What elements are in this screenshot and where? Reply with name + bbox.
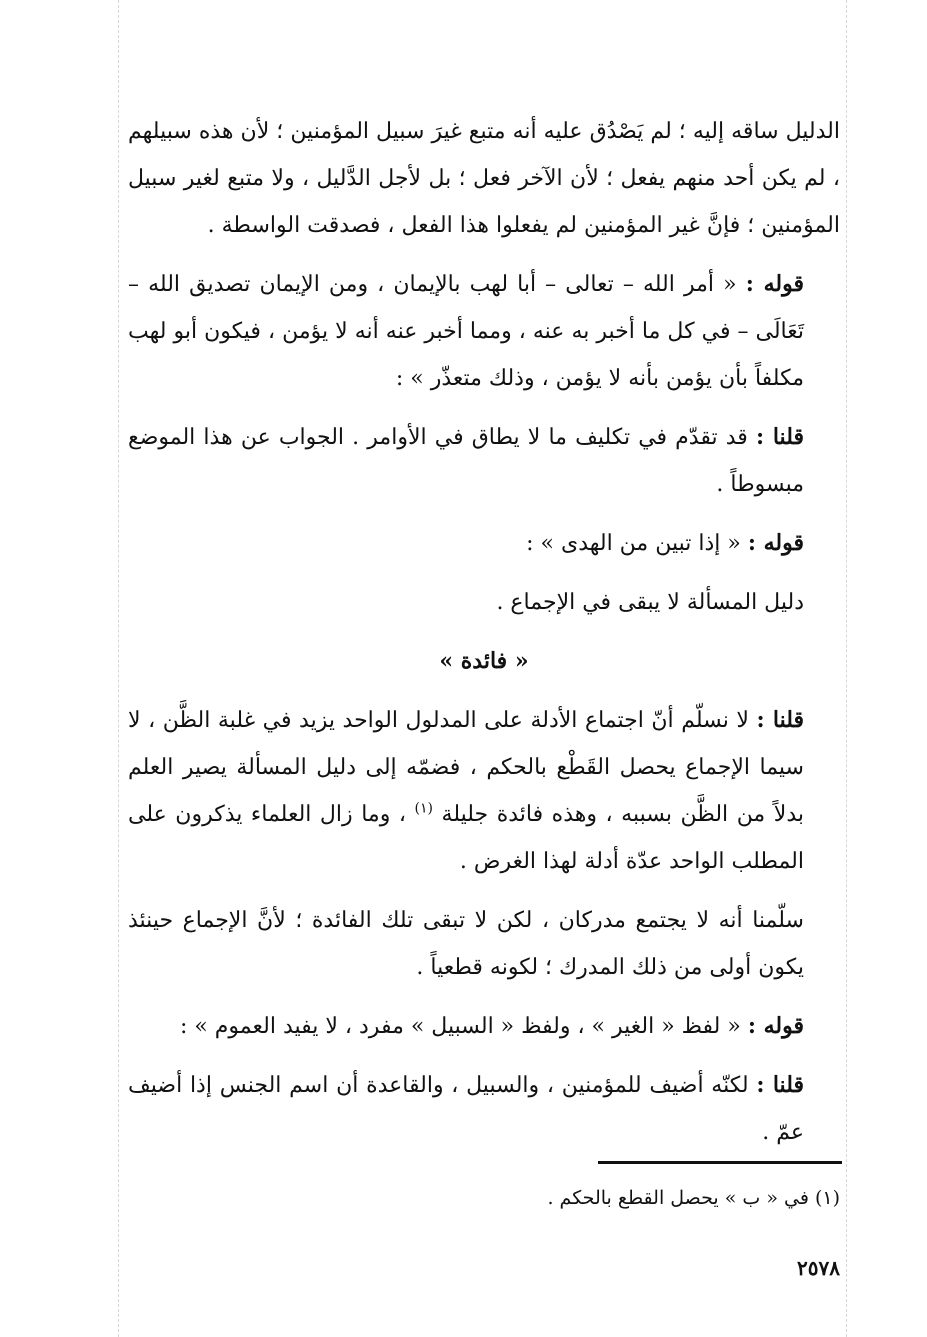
paragraph-4 [128,520,840,567]
scan-guide-line [846,0,847,1337]
paragraph-7 [128,897,840,991]
footnote-reference: (١) [414,800,433,817]
paragraph-1 [128,108,840,249]
paragraph-lead: قلنا : [755,424,804,450]
paragraph-3 [128,414,840,508]
paragraph-text: « إذا تبين من الهدى » : [526,531,748,556]
paragraph-9 [128,1062,840,1156]
paragraph-text: لا نسلّم أنّ اجتماع الأدلة على المدلول الواحد يزيد في غلبة الظَّن ، لا سيما الإجماع يحصل القَطْع بالحكم ، فضمّه إلى دليل المسألة يصير العلم بدلاً من الظَّن بسببه ، وهذه فائدة جليلة [128,708,804,827]
paragraph-text: الدليل ساقه إليه ؛ لم يَصْدُق عليه أنه متبع غيرَ سبيل المؤمنين ؛ لأن هذه سبيلهم ، لم يكن أحد منهم يفعل ؛ لأن الآخر فعل ؛ بل لأجل الدَّليل ، ولا متبع لغير سبيل المؤمنين ؛ فإنَّ غير المؤمنين لم يفعلوا هذا الفعل ، فصدقت الواسطة . [128,119,840,238]
main-text [128,108,840,1168]
paragraph-text: دليل المسألة لا يبقى في الإجماع . [496,590,804,615]
paragraph-6 [128,697,840,885]
paragraph-lead: قلنا : [756,707,805,733]
paragraph-text: « أمر الله – تعالى – أبا لهب بالإيمان ، ومن الإيمان تصديق الله – تَعَالَى – في كل ما أخبر به عنه ، ومما أخبر عنه أنه لا يؤمن ، فيكون أبو لهب مكلفاً بأن يؤمن بأنه لا يؤمن ، وذلك متعذّر » : [128,272,804,391]
footnote: (١) في « ب » يحصل القطع بالحكم . [547,1187,840,1209]
paragraph-5 [128,579,840,626]
section-heading: « فائدة » [439,648,529,674]
paragraph-text: سلّمنا أنه لا يجتمع مدركان ، لكن لا تبقى تلك الفائدة ؛ لأنَّ الإجماع حينئذ يكون أولى من ذلك المدرك ؛ لكونه قطعياً . [128,908,804,980]
page-number: ٢٥٧٨ [797,1256,840,1280]
paragraph-text: لكنّه أضيف للمؤمنين ، والسبيل ، والقاعدة أن اسم الجنس إذا أضيف عمّ . [128,1073,804,1145]
paragraph-2 [128,261,840,402]
paragraph-lead: قوله : [747,530,804,556]
paragraph-text: قد تقدّم في تكليف ما لا يطاق في الأوامر . الجواب عن هذا الموضع مبسوطاً . [128,425,804,497]
paragraph-text: « لفظ « الغير » ، ولفظ « السبيل » مفرد ، لا يفيد العموم » : [179,1014,748,1039]
paragraph-8 [128,1003,840,1050]
paragraph-text: ، وما زال العلماء يذكرون على المطلب الواحد عدّة أدلة لهذا الغرض . [128,802,804,874]
paragraph-lead: قلنا : [756,1072,804,1098]
scan-guide-line [118,0,119,1337]
paragraph-lead: قوله : [747,1013,804,1039]
paragraph-lead: قوله : [745,271,804,297]
footnote-divider [598,1161,842,1164]
